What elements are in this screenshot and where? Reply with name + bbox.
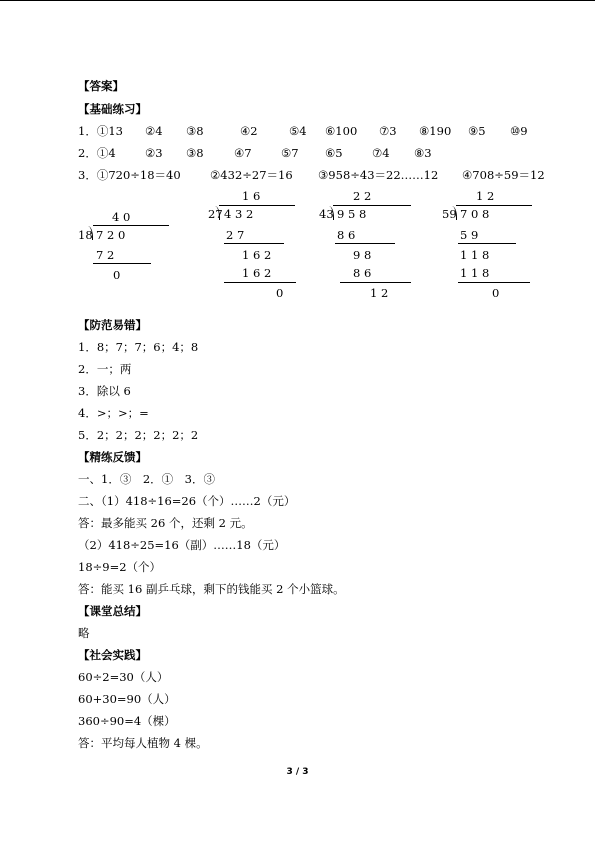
division-step: 8 6 xyxy=(337,228,356,242)
divisor: 18 xyxy=(78,228,93,242)
answer-item: 2．①4 xyxy=(78,146,116,160)
step-rule xyxy=(224,243,284,244)
practice-line: 360÷90=4（棵） xyxy=(78,714,176,728)
division-step: 1 6 2 xyxy=(242,248,272,262)
division-step: 8 6 xyxy=(353,266,372,280)
divisor: 59 xyxy=(442,207,457,221)
answer-item: ⑤7 xyxy=(281,146,299,160)
answer-item: ④7 xyxy=(234,146,252,160)
feedback-line: 答：最多能买 26 个，还剩 2 元。 xyxy=(78,516,253,530)
answer-item: ⑦4 xyxy=(372,146,390,160)
division-bar xyxy=(93,225,169,226)
summary-text: 略 xyxy=(78,626,90,640)
feedback-line: 18÷9=2（个） xyxy=(78,560,162,574)
answer-item: ②432÷27＝16 xyxy=(210,168,293,182)
division-step: 9 8 xyxy=(353,248,372,262)
answer-item: ④708÷59＝12 xyxy=(462,168,545,182)
feedback-heading: 【精练反馈】 xyxy=(78,450,147,464)
answer-item: ③8 xyxy=(186,146,204,160)
answer-item: 1．①13 xyxy=(78,124,123,138)
feedback-line: 二、（1）418÷16=26（个）……2（元） xyxy=(78,494,296,508)
answer-item: ⑧190 xyxy=(419,124,452,138)
answer-heading: 【答案】 xyxy=(78,79,124,93)
division-bar xyxy=(333,205,411,206)
dividend: 7 0 8 xyxy=(460,207,490,221)
mistakes-line: 4．>；>；= xyxy=(78,406,149,420)
division-step: 2 7 xyxy=(226,228,245,242)
mistakes-line: 1．8；7；7；6；4；8 xyxy=(78,340,199,354)
answer-item: ⑨5 xyxy=(468,124,486,138)
dividend: 9 5 8 xyxy=(337,207,367,221)
mistakes-heading: 【防范易错】 xyxy=(78,318,147,332)
division-bar xyxy=(219,205,295,206)
step-rule xyxy=(335,243,395,244)
quotient: 1 6 xyxy=(242,189,261,203)
quotient: 4 0 xyxy=(112,210,131,224)
remainder: 0 xyxy=(113,268,121,282)
feedback-line: 答：能买 16 副乒乓球，剩下的钱能买 2 个小篮球。 xyxy=(78,582,345,596)
step-rule xyxy=(458,282,530,283)
answer-item: ⑤4 xyxy=(289,124,307,138)
quotient: 1 2 xyxy=(476,189,495,203)
answer-item: ③958÷43＝22……12 xyxy=(318,168,439,182)
dividend: 4 3 2 xyxy=(224,207,254,221)
mistakes-line: 3．除以 6 xyxy=(78,384,131,398)
answer-item: ⑥100 xyxy=(325,124,358,138)
page-number: 3 / 3 xyxy=(286,767,309,777)
divisor: 43 xyxy=(319,207,334,221)
practice-line: 60+30=90（人） xyxy=(78,692,176,706)
division-step: 1 1 8 xyxy=(460,266,490,280)
answer-item: ②3 xyxy=(145,146,163,160)
basic-heading: 【基础练习】 xyxy=(78,102,147,116)
step-rule xyxy=(224,282,296,283)
answer-item: ⑧3 xyxy=(414,146,432,160)
answer-item: ④2 xyxy=(240,124,258,138)
answer-item: ⑦3 xyxy=(379,124,397,138)
step-rule xyxy=(340,282,411,283)
top-rule xyxy=(0,0,595,1)
mistakes-line: 5．2；2；2；2；2；2 xyxy=(78,428,199,442)
dividend: 7 2 0 xyxy=(96,228,126,242)
division-bar xyxy=(456,205,532,206)
feedback-line: 一、1．③ 2．① 3．③ xyxy=(78,472,215,486)
remainder: 1 2 xyxy=(370,286,389,300)
answer-item: 3．①720÷18＝40 xyxy=(78,168,181,182)
practice-line: 答：平均每人植物 4 棵。 xyxy=(78,736,208,750)
practice-line: 60÷2=30（人） xyxy=(78,670,169,684)
division-step: 7 2 xyxy=(96,248,115,262)
remainder: 0 xyxy=(492,286,500,300)
divisor: 27 xyxy=(208,207,223,221)
division-step: 1 1 8 xyxy=(460,248,490,262)
summary-heading: 【课堂总结】 xyxy=(78,604,147,618)
practice-heading: 【社会实践】 xyxy=(78,648,147,662)
step-rule xyxy=(458,243,516,244)
division-step: 5 9 xyxy=(460,228,479,242)
step-rule xyxy=(93,263,151,264)
feedback-line: （2）418÷25=16（副）……18（元） xyxy=(78,538,286,552)
answer-item: ②4 xyxy=(145,124,163,138)
remainder: 0 xyxy=(276,286,284,300)
quotient: 2 2 xyxy=(353,189,372,203)
division-step: 1 6 2 xyxy=(242,266,272,280)
answer-item: ⑩9 xyxy=(510,124,528,138)
answer-item: ⑥5 xyxy=(325,146,343,160)
mistakes-line: 2．一；两 xyxy=(78,362,132,376)
answer-item: ③8 xyxy=(186,124,204,138)
